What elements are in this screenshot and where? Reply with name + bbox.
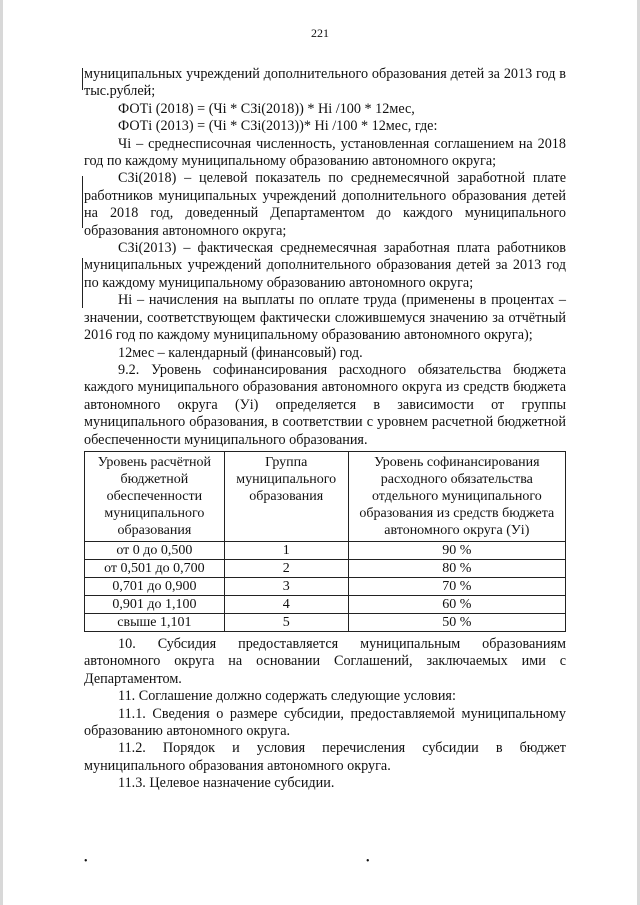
table-cell: 5 bbox=[224, 613, 348, 631]
table-cell: 4 bbox=[224, 595, 348, 613]
table-header-row bbox=[85, 451, 566, 541]
table-row bbox=[85, 541, 566, 559]
table-row bbox=[85, 559, 566, 577]
paragraph: 11.1. Сведения о размере субсидии, предоставляемой муниципальному образованию автономного округа. bbox=[84, 705, 566, 739]
table-cell: 2 bbox=[224, 559, 348, 577]
scan-speck: • bbox=[84, 856, 88, 867]
paragraph: 10. Субсидия предоставляется муниципальным образованиям автономного округа на основании Соглашений, заключаемых ими с Департаментом. bbox=[84, 635, 566, 687]
formula-fot-2013: ФОТi (2013) = (Чi * СЗi(2013))* Нi /100 * 12мес, где: bbox=[118, 118, 438, 135]
margin-line bbox=[82, 258, 83, 308]
paragraph: СЗi(2013) – фактическая среднемесячная заработная плата работников муниципальных учреждений дополнительного образования детей за 2013 год по каждому муниципальному образованию автономного округа; bbox=[84, 240, 566, 291]
paragraph: Нi – начисления на выплаты по оплате труда (применены в процентах – значении, соответствующем фактически сложившемуся значению за отчётный 2016 год по каждому муниципальному образованию автономного округа); bbox=[84, 292, 566, 344]
margin-line bbox=[82, 176, 83, 228]
paragraph: 11.3. Целевое назначение субсидии. bbox=[118, 775, 335, 792]
table-cell: 0,901 до 1,100 bbox=[85, 595, 225, 613]
table-cell: от 0,501 до 0,700 bbox=[85, 559, 225, 577]
cofinancing-table bbox=[84, 451, 566, 632]
paragraph: муниципальных учреждений дополнительного образования детей за 2013 год в тыс.рублей; bbox=[84, 66, 566, 100]
table-row bbox=[85, 613, 566, 631]
paragraph: 11. Соглашение должно содержать следующие условия: bbox=[118, 688, 456, 705]
column-header: Группа муниципального образования bbox=[224, 451, 348, 541]
page-number: 221 bbox=[311, 26, 329, 40]
table-cell: от 0 до 0,500 bbox=[85, 541, 225, 559]
paragraph: 11.2. Порядок и условия перечисления субсидии в бюджет муниципального образования автономного округа. bbox=[84, 740, 566, 774]
table-cell: 1 bbox=[224, 541, 348, 559]
column-header: Уровень софинансирования расходного обязательства отдельного муниципального образования из средств бюджета автономного округа (Уi) bbox=[348, 451, 565, 541]
paragraph: 12мес – календарный (финансовый) год. bbox=[118, 344, 363, 361]
table-cell: 80 % bbox=[348, 559, 565, 577]
table-cell: 60 % bbox=[348, 595, 565, 613]
scan-speck: • bbox=[366, 856, 370, 867]
table-row bbox=[85, 577, 566, 595]
table-cell: свыше 1,101 bbox=[85, 613, 225, 631]
table-row bbox=[85, 595, 566, 613]
column-header: Уровень расчётной бюджетной обеспеченности муниципального образования bbox=[85, 451, 225, 541]
table-cell: 3 bbox=[224, 577, 348, 595]
table-cell: 90 % bbox=[348, 541, 565, 559]
document-body bbox=[84, 66, 566, 793]
table-cell: 50 % bbox=[348, 613, 565, 631]
table-cell: 70 % bbox=[348, 577, 565, 595]
paragraph: 9.2. Уровень софинансирования расходного обязательства бюджета каждого муниципального образования автономного округа из средств бюджета автономного округа (Уi) определяется в зависимости от группы муниципального образования, в соответствии с уровнем расчетной бюджетной обеспеченности муниципального образования. bbox=[84, 361, 566, 448]
paragraph: СЗi(2018) – целевой показатель по среднемесячной заработной плате работников муниципальных учреждений дополнительного образования детей на 2018 год, доведенный Департаментом до каждого муниципального образования автономного округа; bbox=[84, 170, 566, 239]
scan-left-edge bbox=[0, 0, 3, 905]
margin-line bbox=[82, 68, 83, 90]
table-cell: 0,701 до 0,900 bbox=[85, 577, 225, 595]
paragraph: Чi – среднесписочная численность, установленная соглашением на 2018 год по каждому муниципальному образованию автономного округа; bbox=[84, 135, 566, 170]
formula-fot-2018: ФОТi (2018) = (Чi * СЗi(2018)) * Нi /100 * 12мес, bbox=[118, 100, 415, 117]
